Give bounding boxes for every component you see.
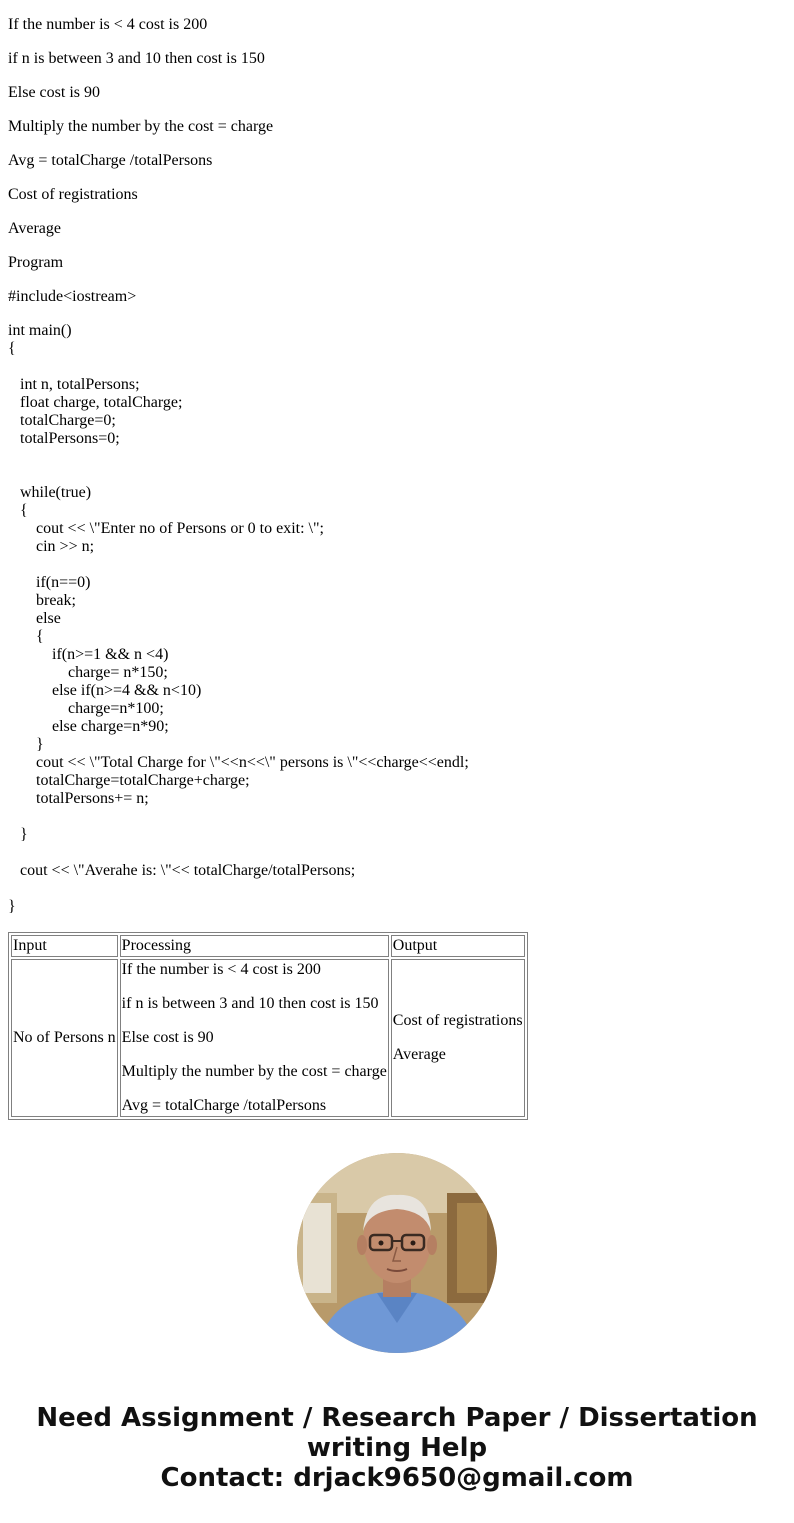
code-line	[8, 358, 788, 376]
processing-line: Multiply the number by the cost = charge	[121, 1063, 387, 1080]
code-line: charge=n*100;	[8, 700, 164, 717]
cell-output	[391, 959, 525, 1117]
code-line: totalCharge=totalCharge+charge;	[8, 772, 250, 789]
code-line: totalPersons+= n;	[8, 790, 149, 807]
ipo-table	[8, 932, 528, 1120]
intro-line-6: Cost of registrations	[8, 186, 138, 203]
table-row	[11, 959, 525, 1117]
header-processing: Processing	[120, 935, 389, 957]
code-line: else	[8, 610, 61, 627]
code-line	[8, 556, 788, 574]
code-line: }	[8, 898, 16, 915]
intro-line-2: if n is between 3 and 10 then cost is 150	[8, 50, 265, 67]
intro-line-3: Else cost is 90	[8, 84, 100, 101]
code-line	[8, 448, 788, 466]
code-line: cout << \"Total Charge for \"<<n<<\" persons is \"<<charge<<endl;	[8, 754, 469, 771]
document-body	[8, 0, 788, 1120]
contact-banner	[0, 1403, 794, 1493]
code-line	[8, 808, 788, 826]
processing-line: If the number is < 4 cost is 200	[121, 961, 321, 978]
header-input: Input	[11, 935, 118, 957]
code-line: }	[8, 826, 28, 843]
intro-line-1: If the number is < 4 cost is 200	[8, 16, 208, 33]
code-line: totalPersons=0;	[8, 430, 120, 447]
code-line: {	[8, 340, 16, 357]
intro-line-4: Multiply the number by the cost = charge	[8, 118, 274, 135]
code-line	[8, 880, 788, 898]
code-line: else if(n>=4 && n<10)	[8, 682, 202, 699]
output-line: Average	[392, 1046, 446, 1063]
processing-line: Else cost is 90	[121, 1029, 214, 1046]
code-line: {	[8, 502, 28, 519]
cell-input: No of Persons n	[11, 959, 118, 1117]
code-line: break;	[8, 592, 76, 609]
code-line: }	[8, 736, 44, 753]
author-photo-icon	[297, 1153, 497, 1353]
code-line: else charge=n*90;	[8, 718, 169, 735]
code-line: float charge, totalCharge;	[8, 394, 183, 411]
code-line: {	[8, 628, 44, 645]
banner-contact-line[interactable]: Contact: drjack9650@gmail.com	[160, 1463, 634, 1493]
code-line: if(n>=1 && n <4)	[8, 646, 169, 663]
code-line: charge= n*150;	[8, 664, 168, 681]
code-line	[8, 466, 788, 484]
intro-line-9: #include<iostream>	[8, 288, 137, 305]
intro-line-7: Average	[8, 220, 61, 237]
code-line: while(true)	[8, 484, 92, 501]
author-avatar	[297, 1153, 497, 1353]
table-header-row	[11, 935, 525, 957]
output-line: Cost of registrations	[392, 1012, 523, 1029]
banner-line-2: writing Help	[306, 1433, 488, 1463]
intro-line-5: Avg = totalCharge /totalPersons	[8, 152, 213, 169]
code-listing	[8, 322, 788, 916]
processing-line: Avg = totalCharge /totalPersons	[121, 1097, 327, 1114]
processing-line: if n is between 3 and 10 then cost is 150	[121, 995, 379, 1012]
code-line: if(n==0)	[8, 574, 91, 591]
cell-processing	[120, 959, 389, 1117]
code-line: totalCharge=0;	[8, 412, 116, 429]
banner-line-1: Need Assignment / Research Paper / Dissertation	[36, 1403, 758, 1433]
code-line: int main()	[8, 322, 72, 339]
code-line: cin >> n;	[8, 538, 95, 555]
code-line: int n, totalPersons;	[8, 376, 140, 393]
code-line: cout << \"Averahe is: \"<< totalCharge/totalPersons;	[8, 862, 356, 879]
header-output: Output	[391, 935, 525, 957]
intro-line-8: Program	[8, 254, 64, 271]
code-line: cout << \"Enter no of Persons or 0 to exit: \";	[8, 520, 324, 537]
code-line	[8, 844, 788, 862]
